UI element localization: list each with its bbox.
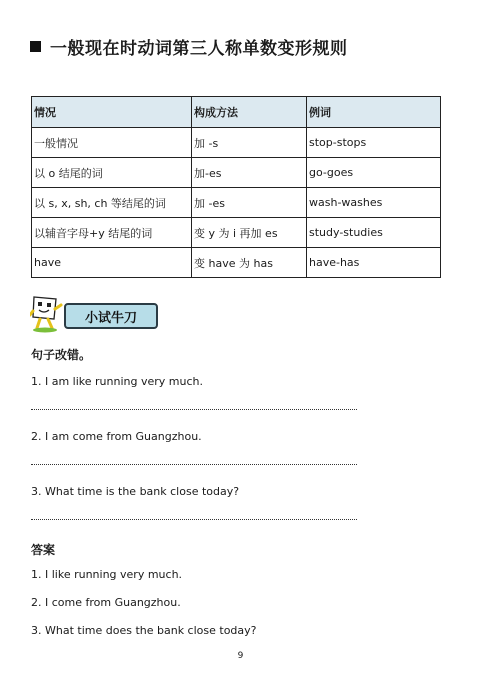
table-cell: have-has: [307, 248, 441, 278]
exercise-item: 2. I am come from Guangzhou.: [31, 430, 202, 443]
practice-badge: [30, 295, 160, 335]
answer-item: 1. I like running very much.: [31, 568, 183, 581]
answer-blank-line: [31, 519, 357, 520]
practice-badge-label: 小试牛刀: [64, 303, 158, 329]
table-cell: stop-stops: [307, 128, 441, 158]
table-row: [32, 218, 441, 248]
exercise-heading: 句子改错。: [31, 348, 92, 362]
table-cell: have: [32, 248, 192, 278]
page-title-text: 一般现在时动词第三人称单数变形规则: [50, 39, 348, 59]
table-cell: 以 s, x, sh, ch 等结尾的词: [32, 188, 192, 218]
table-cell: 变 have 为 has: [192, 248, 307, 278]
rules-table: [31, 96, 441, 278]
table-cell: 变 y 为 i 再加 es: [192, 218, 307, 248]
cartoon-mascot-icon: [30, 295, 64, 333]
answer-item: 3. What time does the bank close today?: [31, 624, 257, 637]
table-cell: wash-washes: [307, 188, 441, 218]
page-number: 9: [237, 651, 244, 661]
answer-item: 2. I come from Guangzhou.: [31, 596, 181, 609]
table-cell: 一般情况: [32, 128, 192, 158]
table-row: [32, 188, 441, 218]
table-row: [32, 128, 441, 158]
table-header-cell: 构成方法: [192, 97, 307, 128]
exercise-item: 3. What time is the bank close today?: [31, 485, 240, 498]
exercise-item: 1. I am like running very much.: [31, 375, 203, 388]
page-title: [30, 34, 348, 59]
table-header-cell: 情况: [32, 97, 192, 128]
table-cell: 以辅音字母+y 结尾的词: [32, 218, 192, 248]
table-header-row: [32, 97, 441, 128]
square-bullet-icon: [30, 41, 41, 52]
answer-blank-line: [31, 464, 357, 465]
table-cell: 加 -s: [192, 128, 307, 158]
answers-heading: 答案: [31, 543, 56, 557]
answer-blank-line: [31, 409, 357, 410]
table-header-cell: 例词: [307, 97, 441, 128]
table-row: [32, 158, 441, 188]
table-cell: study-studies: [307, 218, 441, 248]
table-cell: 加-es: [192, 158, 307, 188]
table-cell: 加 -es: [192, 188, 307, 218]
table-row: [32, 248, 441, 278]
table-cell: 以 o 结尾的词: [32, 158, 192, 188]
table-cell: go-goes: [307, 158, 441, 188]
